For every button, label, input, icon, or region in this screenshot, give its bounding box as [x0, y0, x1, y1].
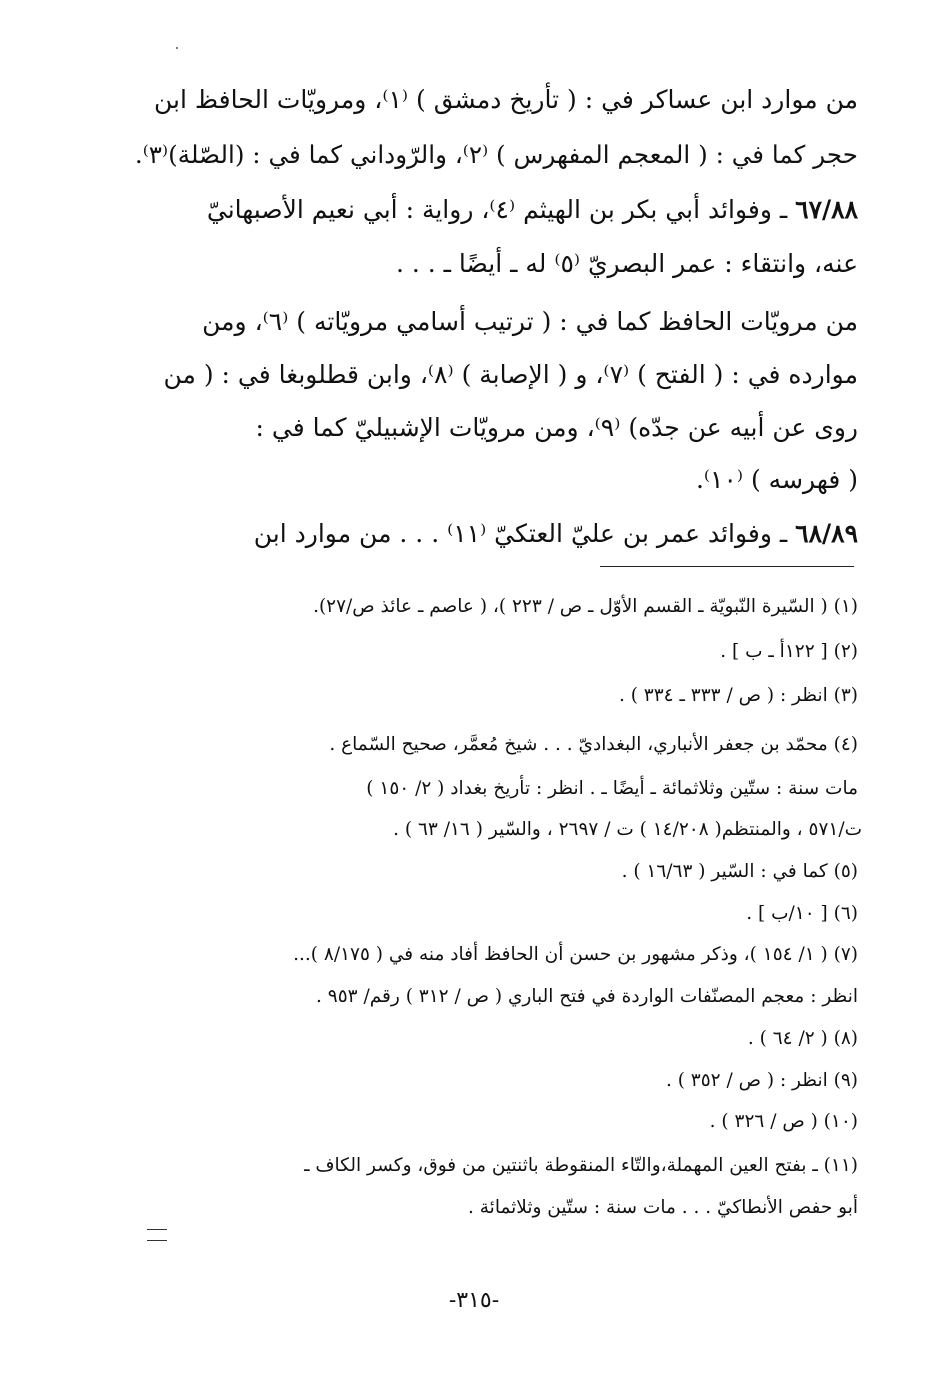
- body-line-8: ( فهرسه ) ⁽١٠⁾.: [695, 465, 858, 494]
- footnote-10: (١٠) ( ص / ٣٢٦ ) .: [709, 1111, 858, 1132]
- body-line-5: من مرويّات الحافظ كما في : ( ترتيب أسامي مرويّاته ) ⁽٦⁾، ومن: [202, 307, 858, 336]
- footnote-4-cont-2: ت/٥٧١ ، والمنتظم( ١٤/٢٠٨ ) ت / ٢٦٩٧ ، والسّير ( ١٦/ ٦٣ ) .: [393, 819, 862, 840]
- footnote-11: (١١) ـ بفتح العين المهملة،والتّاء المنقوطة باثنتين من فوق، وكسر الكاف ـ: [304, 1155, 858, 1176]
- entry-number: ٦٨/٨٩: [795, 519, 858, 548]
- footnote-1: (١) ( السّيرة النّبويّة ـ القسم الأوّل ـ ص / ٢٢٣ )، ( عاصم ـ عائذ ص/٢٧).: [313, 596, 858, 617]
- footnote-7-cont: انظر : معجم المصنّفات الواردة في فتح الباري ( ص / ٣١٢ ) رقم/ ٩٥٣ .: [316, 986, 858, 1007]
- entry-number: ٦٧/٨٨: [795, 195, 858, 224]
- footnote-4: (٤) محمّد بن جعفر الأنباري، البغداديّ . . . شيخ مُعمَّر، صحيح السّماع .: [329, 734, 858, 755]
- body-line-1: من موارد ابن عساكر في : ( تأريخ دمشق ) ⁽١⁾، ومرويّات الحافظ ابن: [154, 85, 858, 114]
- body-line-2: حجر كما في : ( المعجم المفهرس ) ⁽٢⁾، والرّوداني كما في : (الصّلة)⁽٣⁾.: [134, 140, 858, 169]
- body-line-9: ٦٨/٨٩ ـ وفوائد عمر بن عليّ العتكيّ ⁽١١⁾ . . . من موارد ابن: [253, 519, 858, 548]
- double-dash-mark: [147, 1229, 167, 1241]
- footnote-7: (٧) ( ١/ ١٥٤ )، وذكر مشهور بن حسن أن الحافظ أفاد منه في ( ٨/١٧٥ )...: [293, 944, 858, 965]
- footnote-3: (٣) انظر : ( ص / ٣٣٣ ـ ٣٣٤ ) .: [618, 685, 858, 706]
- footnote-4-cont-1: مات سنة : ستّين وثلاثمائة ـ أيضًا ـ . انظر : تأريخ بغداد ( ٢/ ١٥٠ ): [366, 778, 858, 799]
- speck-mark: [176, 47, 178, 49]
- page-number: -٣١٥-: [448, 1288, 500, 1313]
- footnote-separator: [600, 566, 854, 567]
- footnote-11-cont: أبو حفص الأنطاكيّ . . . مات سنة : ستّين وثلاثمائة .: [467, 1197, 858, 1218]
- footnote-5: (٥) كما في : السّير ( ١٦/٦٣ ) .: [621, 861, 858, 882]
- body-line-6: موارده في : ( الفتح ) ⁽٧⁾، و ( الإصابة ) ⁽٨⁾، وابن قطلوبغا في : ( من: [163, 360, 858, 389]
- footnote-8: (٨) ( ٢/ ٦٤ ) .: [747, 1028, 858, 1049]
- body-line-7: روى عن أبيه عن جدّه) ⁽٩⁾، ومن مرويّات الإشبيليّ كما في :: [255, 413, 858, 442]
- footnote-6: (٦) [ ١٠/ب ] .: [746, 903, 858, 924]
- footnote-9: (٩) انظر : ( ص / ٣٥٢ ) .: [665, 1070, 858, 1091]
- body-line-3: ٦٧/٨٨ ـ وفوائد أبي بكر بن الهيثم ⁽٤⁾، رواية : أبي نعيم الأصبهانيّ: [206, 195, 858, 224]
- body-line-4: عنه، وانتقاء : عمر البصريّ ⁽٥⁾ له ـ أيضًا ـ . . .: [395, 249, 858, 278]
- footnote-2: (٢) [ ١٢٢أ ـ ب ] .: [720, 641, 858, 662]
